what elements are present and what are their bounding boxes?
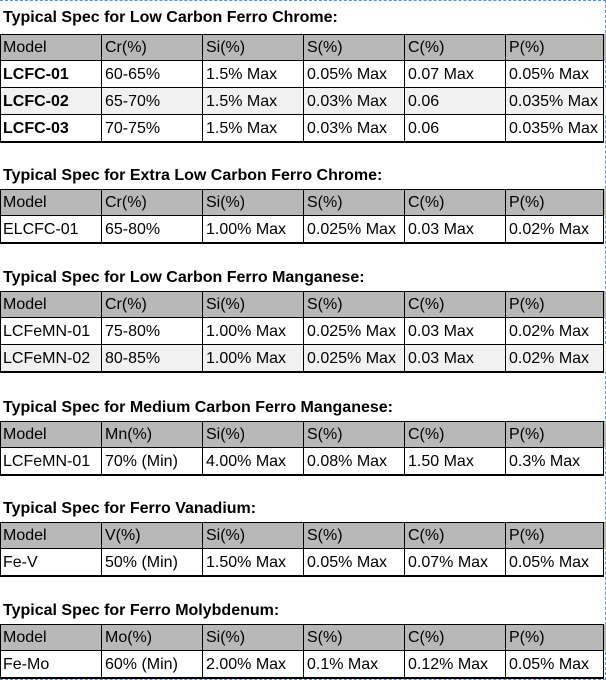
header-cell[interactable]: Model xyxy=(0,624,102,651)
value-cell[interactable]: 0.03 Max xyxy=(405,216,506,243)
header-cell[interactable]: Si(%) xyxy=(203,624,304,651)
value-cell[interactable]: 1.00% Max xyxy=(203,216,304,243)
model-cell[interactable]: LCFeMN-01 xyxy=(0,318,102,345)
header-cell[interactable]: Mo(%) xyxy=(102,624,203,651)
value-cell[interactable]: 60% (Min) xyxy=(102,651,203,678)
header-cell[interactable]: P(%) xyxy=(506,34,604,61)
table-header-row xyxy=(0,624,606,651)
header-cell[interactable]: P(%) xyxy=(506,624,604,651)
model-cell[interactable]: Fe-Mo xyxy=(0,651,102,678)
value-cell[interactable]: 1.00% Max xyxy=(203,345,304,372)
header-cell[interactable]: Model xyxy=(0,421,102,448)
value-cell[interactable]: 75-80% xyxy=(102,318,203,345)
value-cell[interactable]: 50% (Min) xyxy=(102,549,203,576)
value-cell[interactable]: 1.50% Max xyxy=(203,549,304,576)
header-cell[interactable]: Cr(%) xyxy=(102,34,203,61)
value-cell[interactable]: 70% (Min) xyxy=(102,448,203,475)
model-cell[interactable]: LCFC-01 xyxy=(0,61,102,88)
header-cell[interactable]: P(%) xyxy=(506,421,604,448)
header-cell[interactable]: V(%) xyxy=(102,522,203,549)
value-cell[interactable]: 0.03 Max xyxy=(405,318,506,345)
header-cell[interactable]: S(%) xyxy=(304,624,405,651)
header-cell[interactable]: P(%) xyxy=(506,291,604,318)
value-cell[interactable]: 1.5% Max xyxy=(203,115,304,142)
value-cell[interactable]: 0.3% Max xyxy=(506,448,604,475)
value-cell[interactable]: 65-80% xyxy=(102,216,203,243)
model-cell[interactable]: LCFC-03 xyxy=(0,115,102,142)
section-title: Typical Spec for Low Carbon Ferro Chrome: xyxy=(3,9,338,26)
header-cell[interactable]: Si(%) xyxy=(203,189,304,216)
header-cell[interactable]: S(%) xyxy=(304,34,405,61)
table-row xyxy=(0,88,606,115)
value-cell[interactable]: 0.05% Max xyxy=(304,549,405,576)
header-cell[interactable]: P(%) xyxy=(506,189,604,216)
table-row xyxy=(0,61,606,88)
table-header-row xyxy=(0,34,606,61)
table-row xyxy=(0,318,606,345)
header-cell[interactable]: S(%) xyxy=(304,421,405,448)
value-cell[interactable]: 0.06 xyxy=(405,88,506,115)
value-cell[interactable]: 1.50 Max xyxy=(405,448,506,475)
model-cell[interactable]: LCFeMN-01 xyxy=(0,448,102,475)
value-cell[interactable]: 0.1% Max xyxy=(304,651,405,678)
table-header-row xyxy=(0,421,606,448)
header-cell[interactable]: C(%) xyxy=(405,624,506,651)
table-row xyxy=(0,345,606,372)
model-cell[interactable]: ELCFC-01 xyxy=(0,216,102,243)
section-title: Typical Spec for Medium Carbon Ferro Manganese: xyxy=(3,399,393,416)
header-cell[interactable]: C(%) xyxy=(405,189,506,216)
value-cell[interactable]: 70-75% xyxy=(102,115,203,142)
value-cell[interactable]: 1.00% Max xyxy=(203,318,304,345)
value-cell[interactable]: 0.02% Max xyxy=(506,318,604,345)
header-cell[interactable]: C(%) xyxy=(405,34,506,61)
value-cell[interactable]: 80-85% xyxy=(102,345,203,372)
header-cell[interactable]: Model xyxy=(0,522,102,549)
table-header-row xyxy=(0,189,606,216)
header-cell[interactable]: C(%) xyxy=(405,421,506,448)
header-cell[interactable]: Si(%) xyxy=(203,421,304,448)
value-cell[interactable]: 60-65% xyxy=(102,61,203,88)
value-cell[interactable]: 0.025% Max xyxy=(304,345,405,372)
table-header-row xyxy=(0,522,606,549)
header-cell[interactable]: Cr(%) xyxy=(102,189,203,216)
model-cell[interactable]: LCFeMN-02 xyxy=(0,345,102,372)
value-cell[interactable]: 0.12% Max xyxy=(405,651,506,678)
header-cell[interactable]: C(%) xyxy=(405,291,506,318)
header-cell[interactable]: S(%) xyxy=(304,291,405,318)
value-cell[interactable]: 0.05% Max xyxy=(506,61,604,88)
header-cell[interactable]: Si(%) xyxy=(203,34,304,61)
header-cell[interactable]: Mn(%) xyxy=(102,421,203,448)
header-cell[interactable]: S(%) xyxy=(304,522,405,549)
value-cell[interactable]: 1.5% Max xyxy=(203,61,304,88)
header-cell[interactable]: P(%) xyxy=(506,522,604,549)
table-row xyxy=(0,549,606,576)
model-cell[interactable]: Fe-V xyxy=(0,549,102,576)
value-cell[interactable]: 0.05% Max xyxy=(304,61,405,88)
value-cell[interactable]: 0.08% Max xyxy=(304,448,405,475)
value-cell[interactable]: 1.5% Max xyxy=(203,88,304,115)
value-cell[interactable]: 2.00% Max xyxy=(203,651,304,678)
header-cell[interactable]: C(%) xyxy=(405,522,506,549)
value-cell[interactable]: 0.07% Max xyxy=(405,549,506,576)
header-cell[interactable]: Model xyxy=(0,291,102,318)
table-row xyxy=(0,115,606,142)
table-row xyxy=(0,448,606,475)
value-cell[interactable]: 0.02% Max xyxy=(506,216,604,243)
value-cell[interactable]: 0.05% Max xyxy=(506,651,604,678)
value-cell[interactable]: 0.07 Max xyxy=(405,61,506,88)
value-cell[interactable]: 0.035% Max xyxy=(506,115,604,142)
header-cell[interactable]: Cr(%) xyxy=(102,291,203,318)
value-cell[interactable]: 0.05% Max xyxy=(506,549,604,576)
model-cell[interactable]: LCFC-02 xyxy=(0,88,102,115)
value-cell[interactable]: 0.035% Max xyxy=(506,88,604,115)
table-header-row xyxy=(0,291,606,318)
header-cell[interactable]: S(%) xyxy=(304,189,405,216)
value-cell[interactable]: 0.02% Max xyxy=(506,345,604,372)
header-cell[interactable]: Model xyxy=(0,34,102,61)
table-row xyxy=(0,216,606,243)
value-cell[interactable]: 0.03% Max xyxy=(304,115,405,142)
table-row xyxy=(0,651,606,678)
header-cell[interactable]: Si(%) xyxy=(203,522,304,549)
value-cell[interactable]: 0.025% Max xyxy=(304,216,405,243)
value-cell[interactable]: 0.03 Max xyxy=(405,345,506,372)
value-cell[interactable]: 0.06 xyxy=(405,115,506,142)
value-cell[interactable]: 4.00% Max xyxy=(203,448,304,475)
section-title: Typical Spec for Extra Low Carbon Ferro Chrome: xyxy=(3,167,383,184)
header-cell[interactable]: Si(%) xyxy=(203,291,304,318)
section-title: Typical Spec for Ferro Vanadium: xyxy=(3,500,257,517)
section-title: Typical Spec for Ferro Molybdenum: xyxy=(3,602,280,619)
header-cell[interactable]: Model xyxy=(0,189,102,216)
value-cell[interactable]: 0.03% Max xyxy=(304,88,405,115)
section-title: Typical Spec for Low Carbon Ferro Manganese: xyxy=(3,269,365,286)
value-cell[interactable]: 65-70% xyxy=(102,88,203,115)
value-cell[interactable]: 0.025% Max xyxy=(304,318,405,345)
